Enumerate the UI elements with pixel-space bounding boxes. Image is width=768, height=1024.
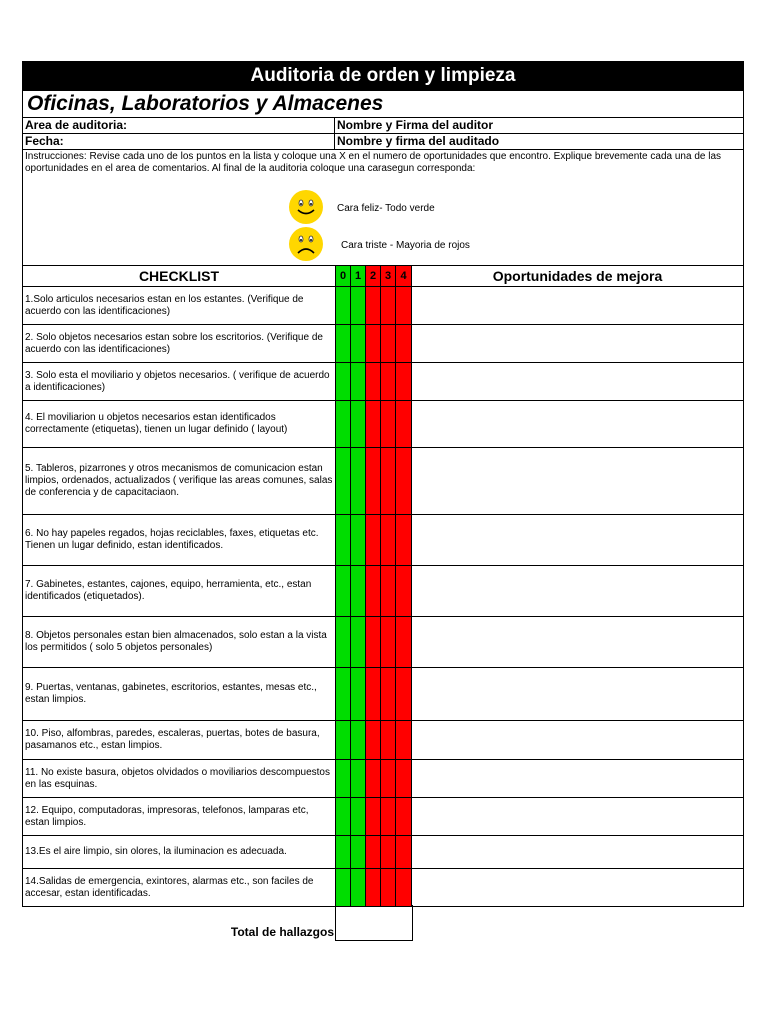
opportunity-cell[interactable] [412,448,744,515]
score-cell-0[interactable] [336,448,351,515]
score-header-3: 3 [381,266,396,287]
score-cell-3[interactable] [381,566,396,617]
score-cell-1[interactable] [351,287,366,325]
score-cell-1[interactable] [351,448,366,515]
opportunity-cell[interactable] [412,760,744,798]
instructions-box [22,149,744,265]
table-row [23,617,744,668]
opportunity-cell[interactable] [412,836,744,869]
score-cell-3[interactable] [381,760,396,798]
table-row [23,566,744,617]
checklist-item: 14.Salidas de emergencia, exintores, alarmas etc., son faciles de accesar, estan identificadas. [23,869,336,907]
score-cell-1[interactable] [351,668,366,721]
score-cell-3[interactable] [381,287,396,325]
checklist-item: 6. No hay papeles regados, hojas reciclables, faxes, etiquetas etc. Tienen un lugar definido, estan identificados. [23,515,336,566]
instructions-text: Instrucciones: Revise cada uno de los puntos en la lista y coloque una X en el numero de oportunidades que encontro. Explique brevemente cada una de las oportunidades en el area de comentarios. Al final de la auditoria coloque una carasegun corresponda: [25,151,722,174]
opportunity-cell[interactable] [412,798,744,836]
score-cell-2[interactable] [366,401,381,448]
table-row [23,869,744,907]
score-header-4: 4 [396,266,412,287]
score-cell-0[interactable] [336,760,351,798]
checklist-item: 8. Objetos personales estan bien almacenados, solo estan a la vista los permitidos ( solo 5 objetos personales) [23,617,336,668]
score-header-2: 2 [366,266,381,287]
score-cell-3[interactable] [381,325,396,363]
score-cell-2[interactable] [366,325,381,363]
score-cell-0[interactable] [336,515,351,566]
score-cell-4[interactable] [396,325,412,363]
table-row [23,515,744,566]
score-cell-3[interactable] [381,798,396,836]
table-row [23,325,744,363]
opportunities-header: Oportunidades de mejora [412,266,744,287]
score-cell-2[interactable] [366,515,381,566]
score-cell-0[interactable] [336,798,351,836]
date-field[interactable]: Fecha: [23,134,335,149]
opportunity-cell[interactable] [412,363,744,401]
score-cell-3[interactable] [381,515,396,566]
score-cell-0[interactable] [336,617,351,668]
score-cell-0[interactable] [336,566,351,617]
score-cell-4[interactable] [396,617,412,668]
checklist-item: 1.Solo articulos necesarios estan en los estantes. (Verifique de acuerdo con las identificaciones) [23,287,336,325]
score-cell-3[interactable] [381,869,396,907]
auditado-field[interactable]: Nombre y firma del auditado [337,134,500,148]
checklist-item: 11. No existe basura, objetos olvidados o moviliarios descompuestos en las esquinas. [23,760,336,798]
score-header-0: 0 [336,266,351,287]
score-cell-1[interactable] [351,363,366,401]
table-row [23,836,744,869]
checklist-header: CHECKLIST [23,266,336,287]
document-title: Auditoria de orden y limpieza [22,61,744,91]
score-cell-1[interactable] [351,325,366,363]
sad-face-label: Cara triste - Mayoria de rojos [341,240,470,251]
score-cell-4[interactable] [396,760,412,798]
opportunity-cell[interactable] [412,668,744,721]
score-cell-2[interactable] [366,869,381,907]
checklist-item: 7. Gabinetes, estantes, cajones, equipo, herramienta, etc., estan identificados (etiquetados). [23,566,336,617]
score-cell-2[interactable] [366,721,381,760]
score-cell-0[interactable] [336,721,351,760]
score-cell-4[interactable] [396,836,412,869]
checklist-item: 12. Equipo, computadoras, impresoras, telefonos, lamparas etc, estan limpios. [23,798,336,836]
opportunity-cell[interactable] [412,566,744,617]
score-header-1: 1 [351,266,366,287]
score-cell-0[interactable] [336,668,351,721]
happy-face-icon [289,190,323,224]
score-cell-2[interactable] [366,798,381,836]
score-cell-1[interactable] [351,869,366,907]
sad-face-icon [289,227,323,261]
score-cell-1[interactable] [351,798,366,836]
score-cell-1[interactable] [351,515,366,566]
score-cell-3[interactable] [381,836,396,869]
score-cell-4[interactable] [396,401,412,448]
document-subtitle: Oficinas, Laboratorios y Almacenes [22,91,744,117]
field-row-1 [22,117,744,133]
score-cell-3[interactable] [381,448,396,515]
checklist-item: 4. El moviliarion u objetos necesarios estan identificados correctamente (etiquetas), tienen un lugar definido ( layout) [23,401,336,448]
score-cell-2[interactable] [366,363,381,401]
field-row-2 [22,133,744,149]
checklist-header-row [23,266,744,287]
table-row [23,287,744,325]
score-cell-4[interactable] [396,287,412,325]
score-cell-2[interactable] [366,617,381,668]
score-cell-3[interactable] [381,721,396,760]
score-cell-4[interactable] [396,721,412,760]
score-cell-0[interactable] [336,401,351,448]
table-row [23,363,744,401]
score-cell-3[interactable] [381,363,396,401]
checklist-item: 13.Es el aire limpio, sin olores, la iluminacion es adecuada. [23,836,336,869]
score-cell-0[interactable] [336,287,351,325]
score-cell-3[interactable] [381,668,396,721]
score-cell-4[interactable] [396,869,412,907]
score-cell-1[interactable] [351,566,366,617]
checklist-item: 2. Solo objetos necesarios estan sobre los escritorios. (Verifique de acuerdo con las identificaciones) [23,325,336,363]
score-cell-2[interactable] [366,287,381,325]
table-row [23,401,744,448]
score-cell-3[interactable] [381,617,396,668]
table-row [23,668,744,721]
score-cell-0[interactable] [336,363,351,401]
opportunity-cell[interactable] [412,287,744,325]
table-row [23,448,744,515]
checklist-item: 9. Puertas, ventanas, gabinetes, escritorios, estantes, mesas etc., estan limpios. [23,668,336,721]
audit-sheet [22,61,744,907]
score-cell-1[interactable] [351,836,366,869]
score-cell-2[interactable] [366,448,381,515]
score-cell-4[interactable] [396,798,412,836]
score-cell-4[interactable] [396,363,412,401]
table-row [23,798,744,836]
score-cell-1[interactable] [351,401,366,448]
auditor-field[interactable]: Nombre y Firma del auditor [337,118,494,132]
score-cell-0[interactable] [336,869,351,907]
opportunity-cell[interactable] [412,325,744,363]
score-cell-2[interactable] [366,760,381,798]
checklist-item: 10. Piso, alfombras, paredes, escaleras, puertas, botes de basura, pasamanos etc., estan limpios. [23,721,336,760]
area-field[interactable]: Area de auditoria: [23,118,335,133]
total-input-box[interactable] [335,905,413,941]
table-row [23,760,744,798]
score-cell-1[interactable] [351,760,366,798]
score-cell-1[interactable] [351,617,366,668]
score-cell-1[interactable] [351,721,366,760]
total-section [22,905,744,943]
opportunity-cell[interactable] [412,515,744,566]
score-cell-0[interactable] [336,325,351,363]
score-cell-2[interactable] [366,836,381,869]
score-cell-2[interactable] [366,668,381,721]
opportunity-cell[interactable] [412,401,744,448]
opportunity-cell[interactable] [412,617,744,668]
score-cell-4[interactable] [396,566,412,617]
checklist-table [22,265,744,907]
score-cell-4[interactable] [396,515,412,566]
score-cell-0[interactable] [336,836,351,869]
score-cell-4[interactable] [396,448,412,515]
score-cell-4[interactable] [396,668,412,721]
checklist-item: 5. Tableros, pizarrones y otros mecanismos de comunicacion estan limpios, ordenados, actualizados ( verifique las areas comunes, salas de conferencia y de capacitaciaon. [23,448,336,515]
table-row [23,721,744,760]
opportunity-cell[interactable] [412,721,744,760]
total-label: Total de hallazgos [230,925,334,939]
checklist-item: 3. Solo esta el moviliario y objetos necesarios. ( verifique de acuerdo a identificaciones) [23,363,336,401]
score-cell-2[interactable] [366,566,381,617]
opportunity-cell[interactable] [412,869,744,907]
score-cell-3[interactable] [381,401,396,448]
happy-face-label: Cara feliz- Todo verde [337,203,435,214]
